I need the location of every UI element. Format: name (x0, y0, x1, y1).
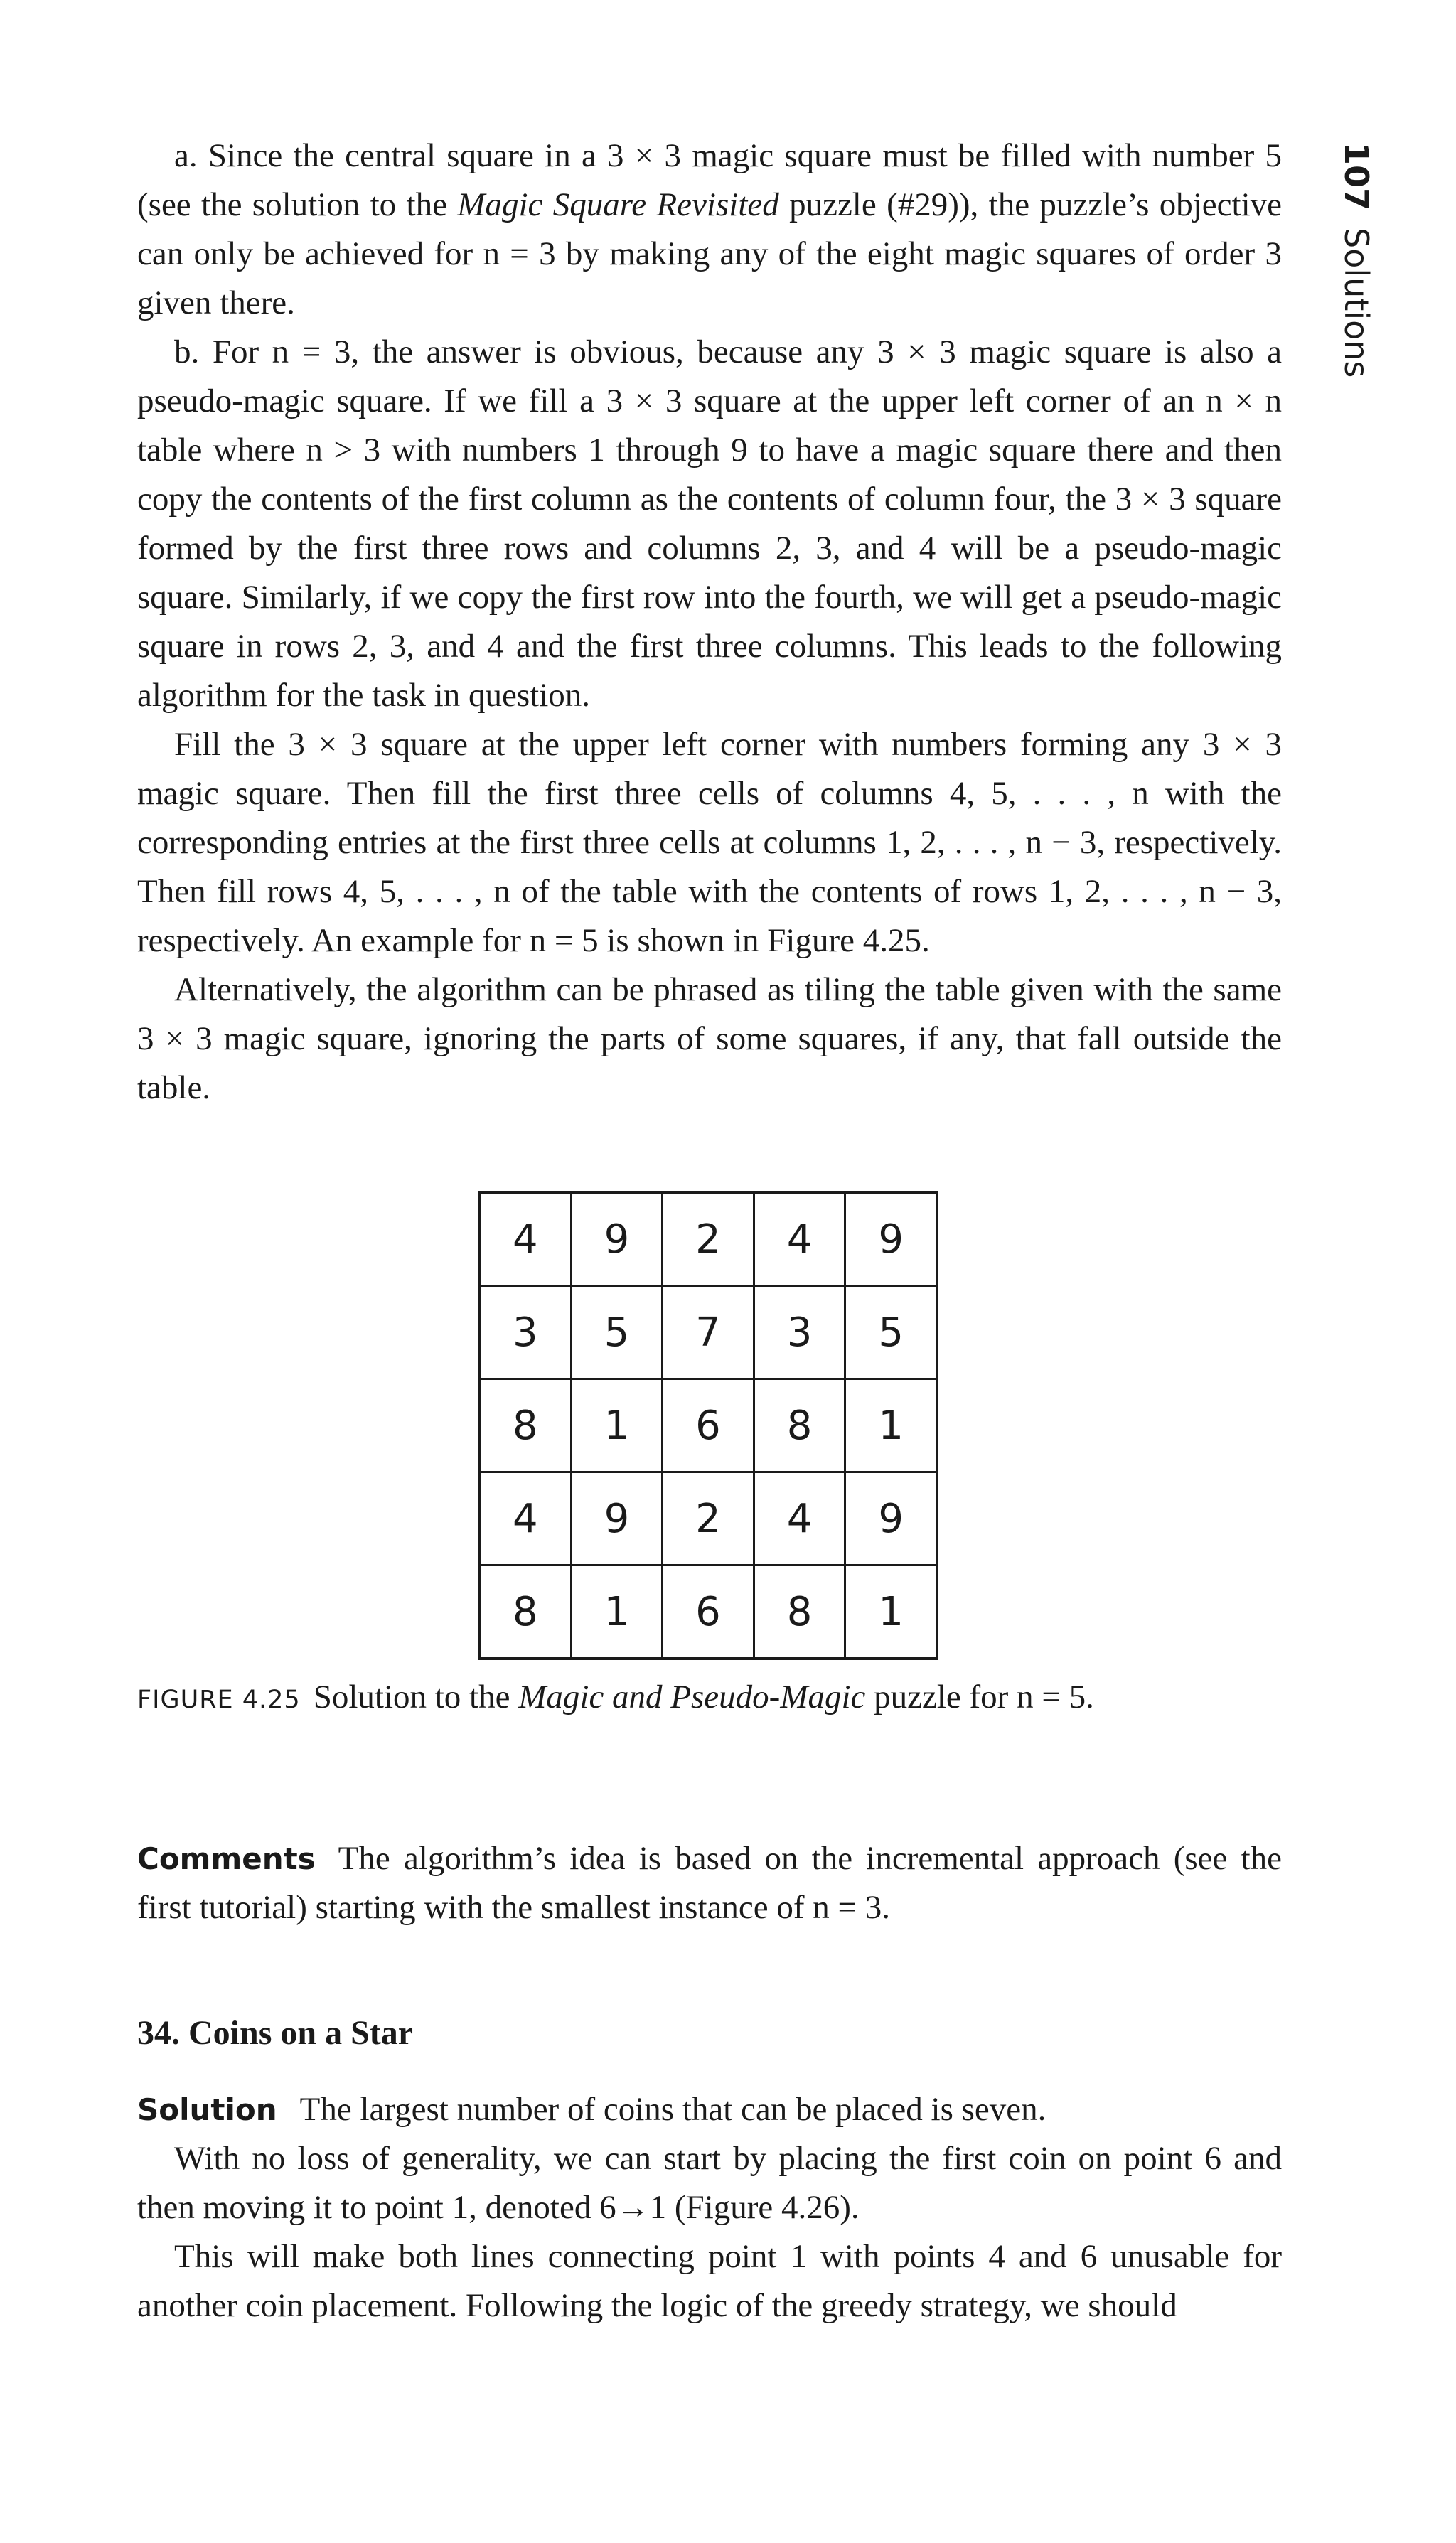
grid-cell: 6 (663, 1565, 754, 1659)
grid-cell: 1 (845, 1565, 937, 1659)
solution-paragraph: Solution The largest number of coins that can be placed is seven. (137, 2091, 1046, 2128)
grid-row (479, 1379, 937, 1472)
grid-cell: 1 (845, 1379, 937, 1472)
grid-cell: 9 (571, 1192, 663, 1286)
running-header (1337, 142, 1379, 569)
grid-cell: 1 (571, 1565, 663, 1659)
paragraph-alternative: Alternatively, the algorithm can be phrased as tiling the table given with the same 3 × 3 magic square, ignoring the parts of some squares, if any, that fall outside the table. (137, 971, 1282, 1106)
grid-row (479, 1286, 937, 1379)
figure-caption: FIGURE 4.25 Solution to the Magic and Pseudo-Magic puzzle for n = 5. (137, 1679, 1094, 1715)
grid-cell: 9 (845, 1192, 937, 1286)
grid-row (479, 1472, 937, 1565)
magic-square-grid (478, 1191, 938, 1660)
grid-cell: 5 (845, 1286, 937, 1379)
solution-text-34 (137, 2085, 1282, 2330)
grid-cell: 9 (845, 1472, 937, 1565)
solution-text-33 (137, 132, 1282, 1113)
comments-paragraph: Comments The algorithm’s idea is based on the incremental approach (see the first tutorial) starting with the smallest instance of n = 3. (137, 1840, 1282, 1926)
grid-cell: 9 (571, 1472, 663, 1565)
grid-cell: 8 (754, 1379, 845, 1472)
header-section: Solutions (1337, 227, 1376, 378)
page-number: 107 (1337, 142, 1376, 211)
grid-row (479, 1192, 937, 1286)
comments-block (137, 1834, 1282, 1932)
grid-row (479, 1565, 937, 1659)
grid-cell: 4 (754, 1192, 845, 1286)
grid-cell: 3 (754, 1286, 845, 1379)
figure-label: FIGURE 4.25 (137, 1686, 301, 1714)
grid-cell: 5 (571, 1286, 663, 1379)
paragraph-a: a. Since the central square in a 3 × 3 magic square must be filled with number 5 (see the solution to the Magic Square Revisited puzzle (#29)), the puzzle’s objective can only be achieved for n = 3 by making any of the eight magic squares of order 3 given there. (137, 137, 1283, 321)
grid-cell: 8 (479, 1565, 571, 1659)
paragraph-first-coin: With no loss of generality, we can start by placing the first coin on point 6 and then moving it to point 1, denoted 6→1 (Figure 4.26). (137, 2140, 1282, 2226)
grid-cell: 4 (479, 1472, 571, 1565)
paragraph-b: b. For n = 3, the answer is obvious, because any 3 × 3 magic square is also a pseudo-magic square. If we fill a 3 × 3 square at the upper left corner of an n × n table where n > 3 with numbers 1 through 9 to have a magic square there and then copy the contents of the first column as the contents of column four, the 3 × 3 square formed by the first three rows and columns 2, 3, and 4 will be a pseudo-magic square. Similarly, if we copy the first row into the fourth, we will get a pseudo-magic square in rows 2, 3, and 4 and the first three columns. This leads to the following algorithm for the task in question. (137, 333, 1282, 714)
grid-cell: 8 (754, 1565, 845, 1659)
grid-cell: 2 (663, 1472, 754, 1565)
paragraph-algorithm: Fill the 3 × 3 square at the upper left corner with numbers forming any 3 × 3 magic square. Then fill the first three cells of columns 4, 5, . . . , n with the corresponding entries at the first three cells at columns 1, 2, . . . , n − 3, respectively. Then fill rows 4, 5, . . . , n of the table with the contents of rows 1, 2, . . . , n − 3, respectively. An example for n = 5 is shown in Figure 4.25. (137, 726, 1282, 959)
grid-cell: 1 (571, 1379, 663, 1472)
solution-label: Solution (137, 2092, 277, 2127)
grid-cell: 7 (663, 1286, 754, 1379)
grid-cell: 4 (479, 1192, 571, 1286)
grid-cell: 4 (754, 1472, 845, 1565)
comments-label: Comments (137, 1841, 316, 1876)
grid-cell: 3 (479, 1286, 571, 1379)
grid-cell: 2 (663, 1192, 754, 1286)
grid-cell: 6 (663, 1379, 754, 1472)
grid-cell: 8 (479, 1379, 571, 1472)
paragraph-greedy: This will make both lines connecting point 1 with points 4 and 6 unusable for another coin placement. Following the logic of the greedy strategy, we should (137, 2238, 1282, 2324)
section-title: 34. Coins on a Star (137, 2014, 414, 2052)
